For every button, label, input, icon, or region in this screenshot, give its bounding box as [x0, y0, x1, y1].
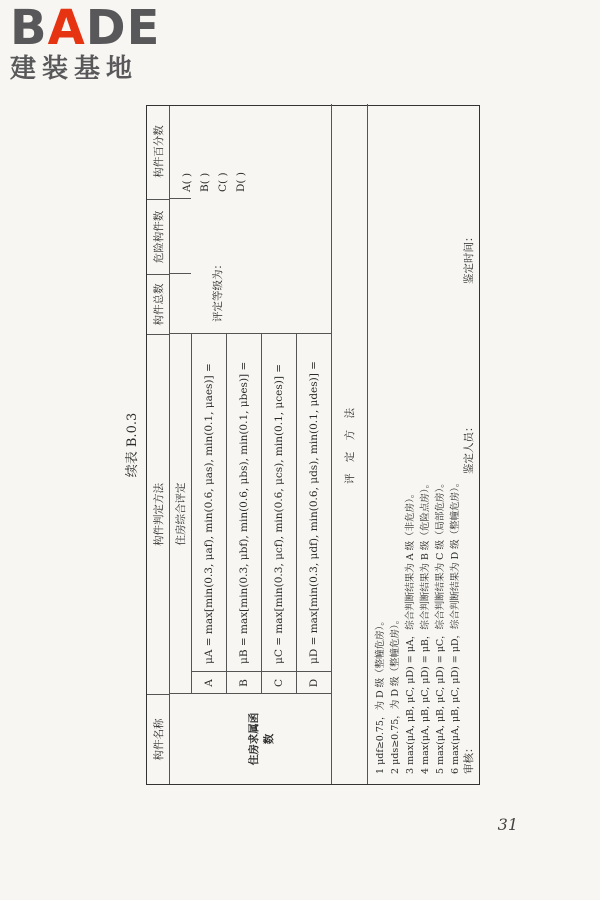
header-member-name: 构件名称	[147, 694, 169, 784]
method-divider	[367, 104, 368, 784]
rotated-table-page	[120, 105, 480, 785]
col-divider-4	[169, 198, 191, 199]
header-row	[147, 106, 170, 784]
logo-letter-a: A	[47, 0, 86, 56]
grade-option-a: A( )	[181, 172, 193, 192]
footer-date: 鉴定时间：	[463, 231, 475, 284]
bade-logo	[10, 0, 180, 99]
grade-option-d: D( )	[235, 172, 247, 192]
header-total: 构件总数	[147, 274, 169, 334]
row-key-b: B	[237, 679, 250, 687]
col-divider-3	[169, 273, 191, 274]
note-2: 2 μds≥0.75，为 D 级（整幢危房）。	[390, 614, 401, 774]
note-6: 6 max(μA, μB, μC, μD) = μD，综合判断结果为 D 级（整幢危房）。	[450, 477, 461, 774]
note-3: 3 max(μA, μB, μC, μD) = μA，综合判断结果为 A 级（非危房）。	[405, 488, 416, 774]
row-key-d: D	[307, 678, 320, 688]
logo-letter-b: B	[10, 0, 48, 56]
subheader-row	[169, 106, 191, 784]
assessment-table	[146, 105, 480, 785]
header-percent: 构件百分数	[152, 125, 165, 178]
logo-mark	[10, 0, 180, 56]
row-key-c: C	[272, 678, 285, 688]
row-formula-b: μB = max[min(0.3, μbf), min(0.6, μbs), min(0.1, μbes)] =	[237, 361, 250, 664]
row-label: 住房求属函数	[248, 712, 275, 766]
note-5: 5 max(μA, μB, μC, μD) = μC，综合判断结果为 C 级（局部危房）。	[435, 478, 446, 774]
row-formula-a: μA = max[min(0.3, μaf), min(0.6, μas), min(0.1, μaes)] =	[202, 363, 215, 664]
page-number: 31	[497, 815, 518, 834]
signature-footer	[457, 106, 479, 784]
method-notes	[373, 478, 463, 774]
row-key-a: A	[202, 679, 215, 687]
logo-letters-de: DE	[85, 0, 161, 56]
note-4: 4 max(μA, μB, μC, μD) = μB，综合判断结果为 B 级（危险点房）。	[420, 478, 431, 774]
row-formula-c: μC = max[min(0.3, μcf), min(0.6, μcs), min(0.1, μces)] =	[272, 363, 285, 664]
footer-reviewer: 审核：	[463, 742, 475, 774]
table-caption: 续表 B.0.3	[125, 412, 140, 478]
method-heading: 评 定 方 法	[343, 404, 356, 485]
subheader-title: 住房综合评定	[174, 482, 187, 546]
grade-option-c: C( )	[217, 172, 229, 192]
header-dangerous: 危险构件数	[147, 199, 169, 274]
logo-subtitle: 建装基地	[10, 54, 139, 84]
header-method: 构件判定方法	[147, 334, 169, 694]
note-1: 1 μdf≥0.75，为 D 级（整幢危房）。	[375, 616, 386, 774]
row-formula-d: μD = max[min(0.3, μdf), min(0.6, μds), min(0.1, μdes)] =	[307, 361, 320, 664]
grade-option-b: B( )	[199, 172, 211, 192]
grade-label: 评定等级为：	[211, 259, 224, 322]
footer-appraiser: 鉴定人员：	[463, 421, 475, 474]
